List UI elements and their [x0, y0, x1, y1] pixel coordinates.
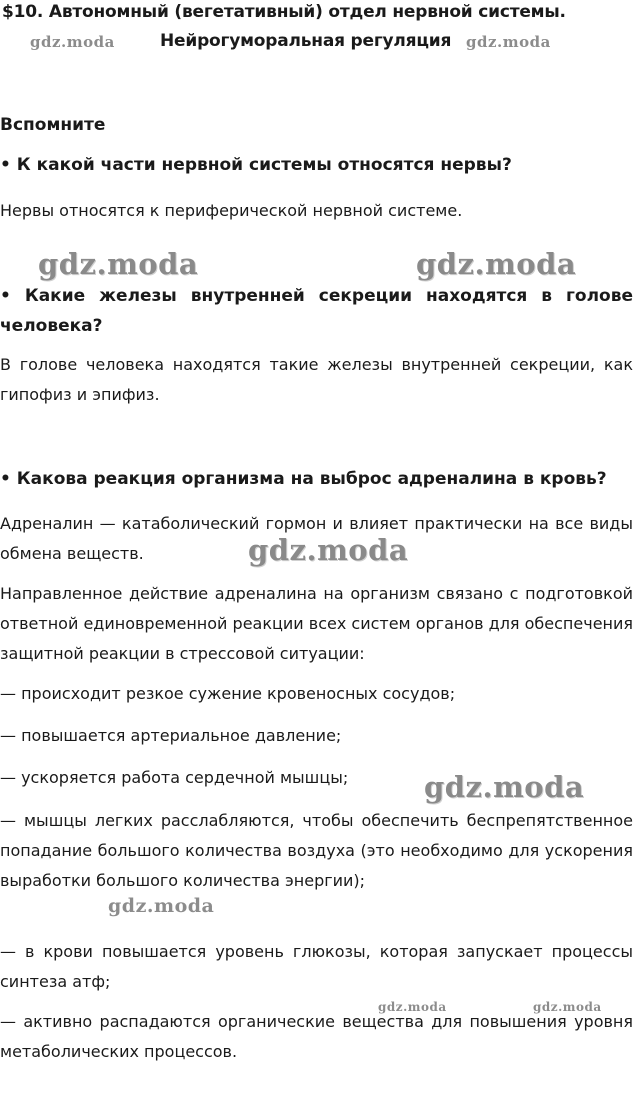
- answer-3-list-item: — повышается артериальное давление;: [0, 726, 342, 745]
- answer-3-list-item: — активно распадаются органические вещества для повышения уровня метаболических процессов.: [0, 1012, 633, 1061]
- watermark: gdz.moda: [466, 33, 551, 51]
- answer-1: Нервы относятся к периферической нервной системе.: [0, 201, 463, 220]
- answer-3-list-item: — ускоряется работа сердечной мышцы;: [0, 768, 349, 787]
- question-3: • Какова реакция организма на выброс адреналина в кровь?: [0, 469, 607, 489]
- answer-3-paragraph-1: Адреналин — катаболический гормон и влияет практически на все виды обмена веществ.: [0, 514, 633, 563]
- question-1: • К какой части нервной системы относятся нервы?: [0, 155, 512, 175]
- watermark: gdz.moda: [38, 247, 199, 281]
- answer-2: В голове человека находятся такие железы внутренней секреции, как гипофиз и эпифиз.: [0, 355, 633, 404]
- answer-3-list-item: — происходит резкое сужение кровеносных сосудов;: [0, 684, 456, 703]
- watermark: gdz.moda: [424, 770, 585, 804]
- watermark: gdz.moda: [378, 1000, 447, 1014]
- watermark: gdz.moda: [248, 533, 409, 567]
- answer-3-list-item: — в крови повышается уровень глюкозы, которая запускает процессы синтеза атф;: [0, 942, 633, 991]
- answer-3-paragraph-2: Направленное действие адреналина на организм связано с подготовкой ответной единовременной реакции всех систем органов для обеспечения защитной реакции в стрессовой ситуации:: [0, 584, 633, 663]
- watermark: gdz.moda: [108, 895, 215, 917]
- recall-heading: Вспомните: [0, 115, 106, 135]
- watermark: gdz.moda: [533, 1000, 602, 1014]
- answer-3-list-item: — мышцы легких расслабляются, чтобы обеспечить беспрепятственное попадание большого количества воздуха (это необходимо для ускорения выработки большого количества энергии);: [0, 811, 633, 890]
- document-title-line-2: Нейрогуморальная регуляция: [160, 31, 452, 51]
- watermark: gdz.moda: [30, 33, 115, 51]
- document-title-line-1: $10. Автономный (вегетативный) отдел нервной системы.: [2, 2, 566, 22]
- question-2: • Какие железы внутренней секреции находятся в голове человека?: [0, 286, 633, 336]
- watermark: gdz.moda: [416, 247, 577, 281]
